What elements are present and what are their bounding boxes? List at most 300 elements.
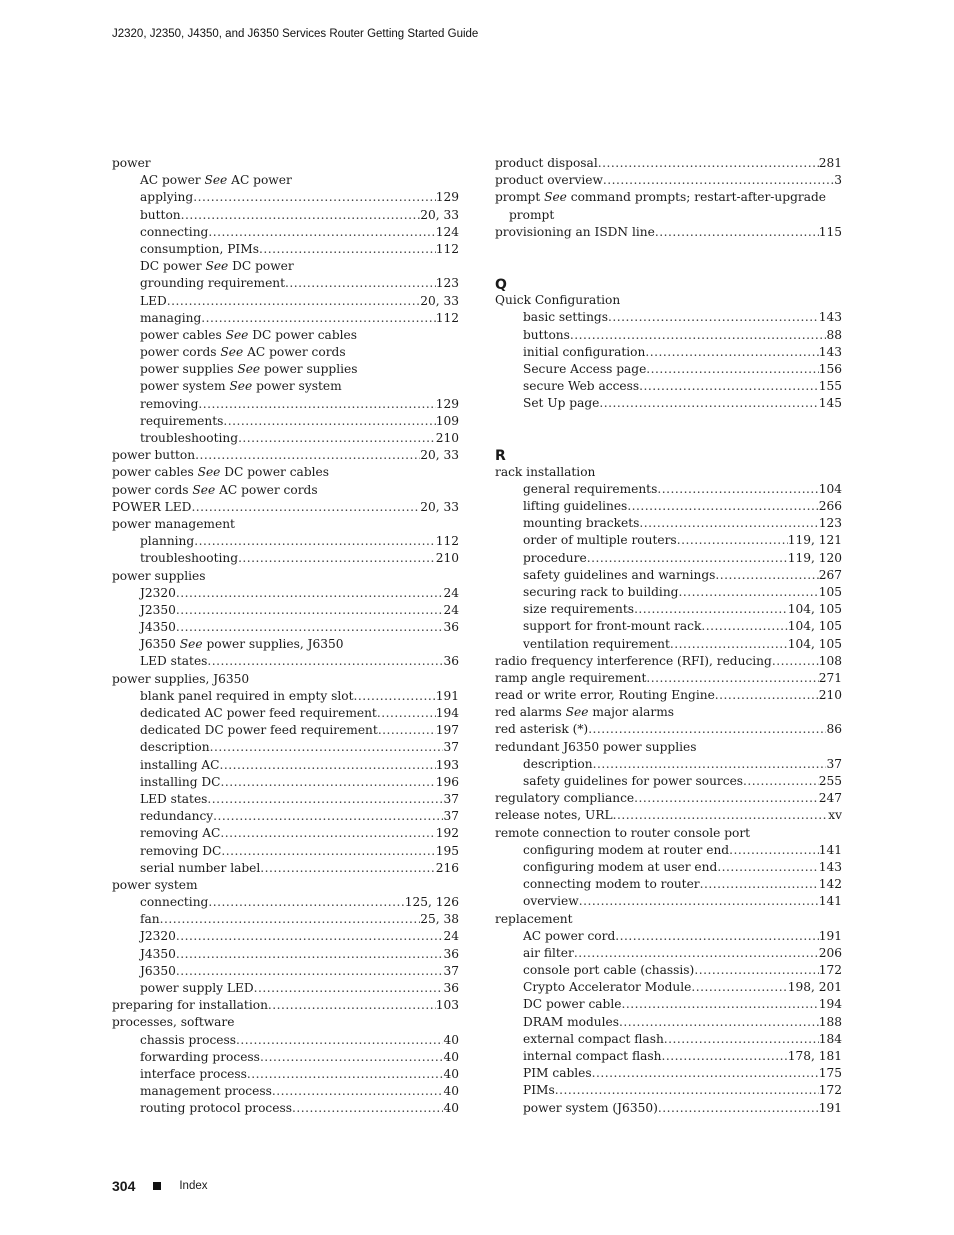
entry-term [523,1031,664,1048]
dot-leader [195,447,420,464]
entry-term [112,516,235,533]
index-subentry [495,481,842,498]
dot-leader [176,928,444,945]
dot-leader [220,825,435,842]
entry-page-ref: 142 [818,877,842,892]
dot-leader [613,807,829,824]
index-subentry [112,361,459,378]
entry-term [140,739,210,756]
entry-term-text: power supply LED [140,981,254,995]
entry-page-ref: 40 [443,1084,459,1099]
entry-term-text: applying [140,190,194,205]
entry-page-ref: 155 [818,379,842,394]
entry-page-ref: 20, 33 [420,448,459,463]
dot-leader [593,756,827,773]
dot-leader [555,1082,819,1099]
entry-term-text: buttons [523,327,570,342]
entry-term-text: prompt [509,207,555,222]
index-entry [495,172,842,189]
entry-term [495,911,573,928]
index-subentry [112,327,459,344]
dot-leader [285,275,436,292]
index-subentry [495,756,842,773]
index-entry [112,499,459,516]
entry-page-ref: 197 [435,723,459,738]
index-entry-continuation [495,207,842,224]
entry-term-text: product overview [495,173,603,188]
entry-term-text: forwarding process [140,1049,260,1064]
entry-page-ref: 247 [818,791,842,806]
entry-term-text: general requirements [523,481,658,496]
entry-term [112,671,249,688]
see-reference-target: DC power cables [252,327,357,342]
entry-term [523,361,646,378]
entry-page-ref: 188 [818,1014,842,1029]
entry-page-ref: 210 [818,688,842,703]
entry-term [523,550,587,567]
entry-term [523,618,701,635]
entry-page-ref: 123 [435,276,459,291]
entry-term [523,756,593,773]
entry-page-ref: 196 [435,774,459,789]
entry-term [140,224,208,241]
dot-leader [176,602,444,619]
entry-term-text: safety guidelines for power sources [523,774,744,788]
dot-leader [678,584,818,601]
index-subentry [495,1014,842,1031]
entry-term-text: power system (J6350) [523,1100,658,1115]
dot-leader [677,532,788,549]
entry-term-text: internal compact flash [523,1049,662,1063]
entry-term [140,413,223,430]
dot-leader [208,224,435,241]
entry-page-ref: 172 [818,963,842,978]
dot-leader [220,757,436,774]
index-subentry [112,791,459,808]
index-subentry [495,378,842,395]
index-subentry [112,1066,459,1083]
entry-term [112,499,191,516]
entry-term [140,602,176,619]
entry-term-text: size requirements [523,602,635,617]
index-subentry [495,361,842,378]
entry-page-ref: 104, 105 [787,636,842,651]
entry-page-ref: 112 [435,241,459,256]
entry-term-text: basic settings [523,310,608,325]
entry-page-ref: 194 [818,997,842,1012]
entry-term-text: fan [140,912,160,927]
dot-leader [259,241,436,258]
page-number: 304 [112,1178,136,1194]
entry-term [523,773,743,790]
entry-term-text: air filter [523,945,574,960]
entry-term-text: configuring modem at user end [523,859,718,874]
entry-term [523,928,615,945]
index-subentry [112,172,459,189]
entry-page-ref: 40 [443,1066,459,1081]
index-subentry [112,619,459,636]
entry-page-ref: 210 [435,551,459,566]
index-subentry [495,567,842,584]
index-subentry [495,859,842,876]
entry-page-ref: 36 [443,654,459,669]
index-subentry [495,893,842,910]
dot-leader [238,430,436,447]
entry-term [523,1082,555,1099]
entry-term-text: managing [140,310,202,325]
dot-leader [700,876,819,893]
dot-leader [743,773,819,790]
dot-leader [221,843,435,860]
see-reference-target: AC power [231,173,292,188]
entry-term-text: LED states [140,791,208,806]
dot-leader [198,396,435,413]
index-subentry [495,515,842,532]
index-letter-heading: R [495,448,506,465]
entry-page-ref: 24 [443,602,459,617]
entry-page-ref: 40 [443,1101,459,1116]
entry-term [140,310,201,327]
entry-page-ref: 37 [443,963,459,978]
entry-term-text: Quick Configuration [495,293,621,308]
dot-leader [645,344,818,361]
dot-leader [655,224,819,241]
entry-term [523,962,694,979]
dot-leader [207,791,443,808]
dot-leader [615,928,818,945]
index-subentry [112,636,459,653]
entry-term-text: connecting [140,895,209,910]
entry-term-text: J2320 [140,929,176,944]
see-reference-target: DC power cables [224,465,329,480]
index-entry [112,447,459,464]
see-reference-target: AC power cords [219,482,318,497]
entry-term [140,1083,272,1100]
entry-term-text: replacement [495,911,573,926]
entry-term [495,172,603,189]
entry-term-text: J4350 [140,620,176,635]
see-reference-target: power supplies, J6350 [206,637,344,652]
dot-leader [176,946,444,963]
section-gap [495,241,842,275]
entry-term [495,790,634,807]
index-subentry [495,498,842,515]
index-entry [495,464,842,481]
dot-leader [176,619,444,636]
entry-term [523,567,715,584]
entry-term-text: release notes, URL [495,808,613,823]
entry-term [523,876,700,893]
entry-term [140,825,220,842]
entry-page-ref: 25, 38 [420,912,459,927]
dot-leader [570,327,827,344]
entry-term-text: interface process [140,1066,247,1081]
entry-term [523,481,657,498]
entry-term [495,653,772,670]
entry-term-text: securing rack to building [523,584,679,599]
entry-page-ref: 24 [443,585,459,600]
dot-leader [587,550,788,567]
entry-term-text: power button [112,448,196,463]
dot-leader [378,722,436,739]
entry-term-text: connecting modem to router [523,877,700,892]
dot-leader [191,499,420,516]
entry-page-ref: 115 [818,224,842,239]
index-entry [112,482,459,499]
dot-leader [598,155,819,172]
index-subentry [495,618,842,635]
see-reference-label: See [565,705,589,720]
dot-leader [292,1100,444,1117]
dot-leader [603,172,834,189]
entry-page-ref: 191 [818,1100,842,1115]
entry-term-text: remote connection to router console port [495,825,751,840]
entry-term-text: J6350 [140,637,176,652]
entry-term [140,791,207,808]
index-subentry [495,996,842,1013]
entry-term-text: prompt [495,190,541,205]
index-subentry [112,207,459,224]
index-subentry [112,378,459,395]
entry-term-text: regulatory compliance [495,791,635,806]
entry-term [495,687,715,704]
dot-leader [658,1100,819,1117]
entry-term [112,155,151,172]
entry-term-text: redundant J6350 power supplies [495,739,697,754]
entry-page-ref: 37 [443,791,459,806]
entry-term [523,1065,592,1082]
entry-term [140,911,160,928]
dot-leader [207,653,443,670]
dot-leader [701,618,787,635]
entry-page-ref: 129 [435,396,459,411]
dot-leader [670,636,788,653]
dot-leader [715,567,818,584]
entry-page-ref: 123 [818,516,842,531]
entry-page-ref: 104, 105 [787,602,842,617]
entry-term-text: ramp angle requirement [495,670,647,685]
dot-leader [220,774,435,791]
entry-term [140,293,167,310]
entry-term-text: support for front-mount rack [523,619,702,634]
entry-term-text: troubleshooting [140,551,239,566]
entry-term [495,464,595,481]
entry-page-ref: 103 [435,998,459,1013]
entry-page-ref: 37 [443,740,459,755]
index-subentry [112,189,459,206]
entry-term-text: order of multiple routers [523,533,677,548]
dot-leader [210,739,444,756]
entry-term [140,172,292,189]
entry-term [140,928,176,945]
entry-term-text: power management [112,516,235,531]
dot-leader [621,996,818,1013]
entry-term [112,568,205,585]
entry-term-text: LED [140,293,167,308]
entry-term-text: red alarms [495,705,562,720]
entry-term-text: grounding requirement [140,276,286,291]
index-entry [495,687,842,704]
entry-term-text: overview [523,894,579,909]
entry-term-text: Secure Access page [523,361,647,376]
entry-page-ref: 40 [443,1049,459,1064]
index-subentry [112,1032,459,1049]
entry-page-ref: 3 [834,173,842,188]
index-subentry [112,928,459,945]
dot-leader [181,207,421,224]
entry-term [112,464,329,481]
entry-term [523,378,639,395]
entry-page-ref: 20, 33 [420,207,459,222]
entry-page-ref: 178, 181 [787,1049,842,1063]
entry-term [140,258,294,275]
dot-leader [579,893,819,910]
entry-term-text: blank panel required in empty slot [140,688,354,703]
index-subentry [112,258,459,275]
dot-leader [592,1065,819,1082]
entry-term [140,241,259,258]
entry-term-text: processes, software [112,1015,235,1030]
entry-term-text: installing DC [140,774,221,789]
entry-term-text: lifting guidelines [523,499,628,513]
dot-leader [772,653,819,670]
see-reference-target: command prompts; restart-after-upgrade [570,190,826,205]
entry-term-text: power cables [140,327,222,342]
entry-term-text: removing AC [140,826,221,841]
entry-page-ref: 119, 121 [787,533,842,548]
entry-term [495,189,826,206]
entry-term [523,859,717,876]
entry-term [523,893,579,910]
entry-page-ref: 40 [443,1032,459,1047]
index-subentry [112,602,459,619]
entry-term-text: Crypto Accelerator Module [523,980,692,995]
entry-term-text: J2320 [140,585,176,600]
entry-page-ref: 195 [435,843,459,858]
entry-term [523,1014,619,1031]
dot-leader [664,1031,819,1048]
entry-page-ref: 109 [435,413,459,428]
dot-leader [729,842,819,859]
entry-term [140,619,176,636]
index-subentry [112,1100,459,1117]
entry-term [140,430,238,447]
dot-leader [657,481,818,498]
entry-term-text: removing DC [140,843,222,858]
dot-leader [588,721,826,738]
dot-leader [354,688,436,705]
entry-term-text: ventilation requirement [523,636,670,651]
entry-term [140,189,193,206]
dot-leader [717,859,818,876]
index-subentry [495,584,842,601]
dot-leader [694,962,818,979]
entry-page-ref: 194 [435,706,459,720]
entry-page-ref: 172 [818,1083,842,1098]
entry-term [140,396,198,413]
entry-term-text: power system [112,877,198,892]
index-subentry [495,1031,842,1048]
entry-term [140,550,238,567]
entry-term-text: power cords [112,482,189,497]
entry-term-text: preparing for installation [112,998,268,1013]
entry-term-text: installing AC [140,757,220,772]
entry-term [523,1100,658,1117]
entry-term-text: product disposal [495,156,598,170]
index-entry [495,704,842,721]
entry-term-text: provisioning an ISDN line [495,224,655,239]
dot-leader [201,310,435,327]
entry-term-text: Set Up page [523,396,600,411]
index-subentry [112,293,459,310]
entry-term-text: rack installation [495,464,596,479]
index-subentry [495,979,842,996]
index-entry [495,292,842,309]
index-subentry [495,1065,842,1082]
footer-square-icon [153,1182,161,1190]
entry-page-ref: 24 [443,929,459,944]
entry-page-ref: 125, 126 [404,895,459,910]
index-subentry [112,980,459,997]
index-entry [495,670,842,687]
entry-page-ref: 266 [818,499,842,513]
entry-page-ref: 112 [435,534,459,549]
index-subentry [112,653,459,670]
entry-term-text: troubleshooting [140,431,239,445]
index-entry [495,807,842,824]
dot-leader [634,790,819,807]
index-entry [495,721,842,738]
entry-term-text: POWER LED [112,499,192,514]
entry-term-text: J2350 [140,602,176,617]
index-subentry [112,550,459,567]
dot-leader [167,293,420,310]
footer-section-label: Index [179,1180,208,1192]
entry-term-text: DRAM modules [523,1014,620,1029]
index-subentry [495,636,842,653]
dot-leader [619,1014,819,1031]
entry-term [140,533,194,550]
index-entry [112,877,459,894]
entry-term-text: external compact flash [523,1031,664,1046]
entry-page-ref: 143 [818,344,842,359]
entry-term-text: LED states [140,654,208,669]
index-letter-heading: Q [495,276,507,293]
entry-term [523,636,670,653]
dot-leader [247,1066,444,1083]
entry-term-text: PIM cables [523,1066,592,1081]
dot-leader [254,980,444,997]
entry-page-ref: 104, 105 [787,619,842,634]
see-reference-label: See [204,173,228,188]
index-subentry [495,1048,842,1065]
entry-term [495,292,620,309]
index-subentry [112,533,459,550]
entry-term [140,344,346,361]
see-reference-target: major alarms [592,705,675,720]
index-entry [495,155,842,172]
index-subentry [112,911,459,928]
index-entry [495,911,842,928]
page-footer [112,1178,208,1194]
section-gap [495,412,842,446]
index-column-right [495,155,842,1117]
entry-term [140,843,221,860]
entry-term-text: routing protocol process [140,1101,292,1116]
entry-term [140,757,220,774]
entry-term-text: radio frequency interference (RFI), reducing [495,653,772,668]
entry-page-ref: 105 [818,584,842,599]
